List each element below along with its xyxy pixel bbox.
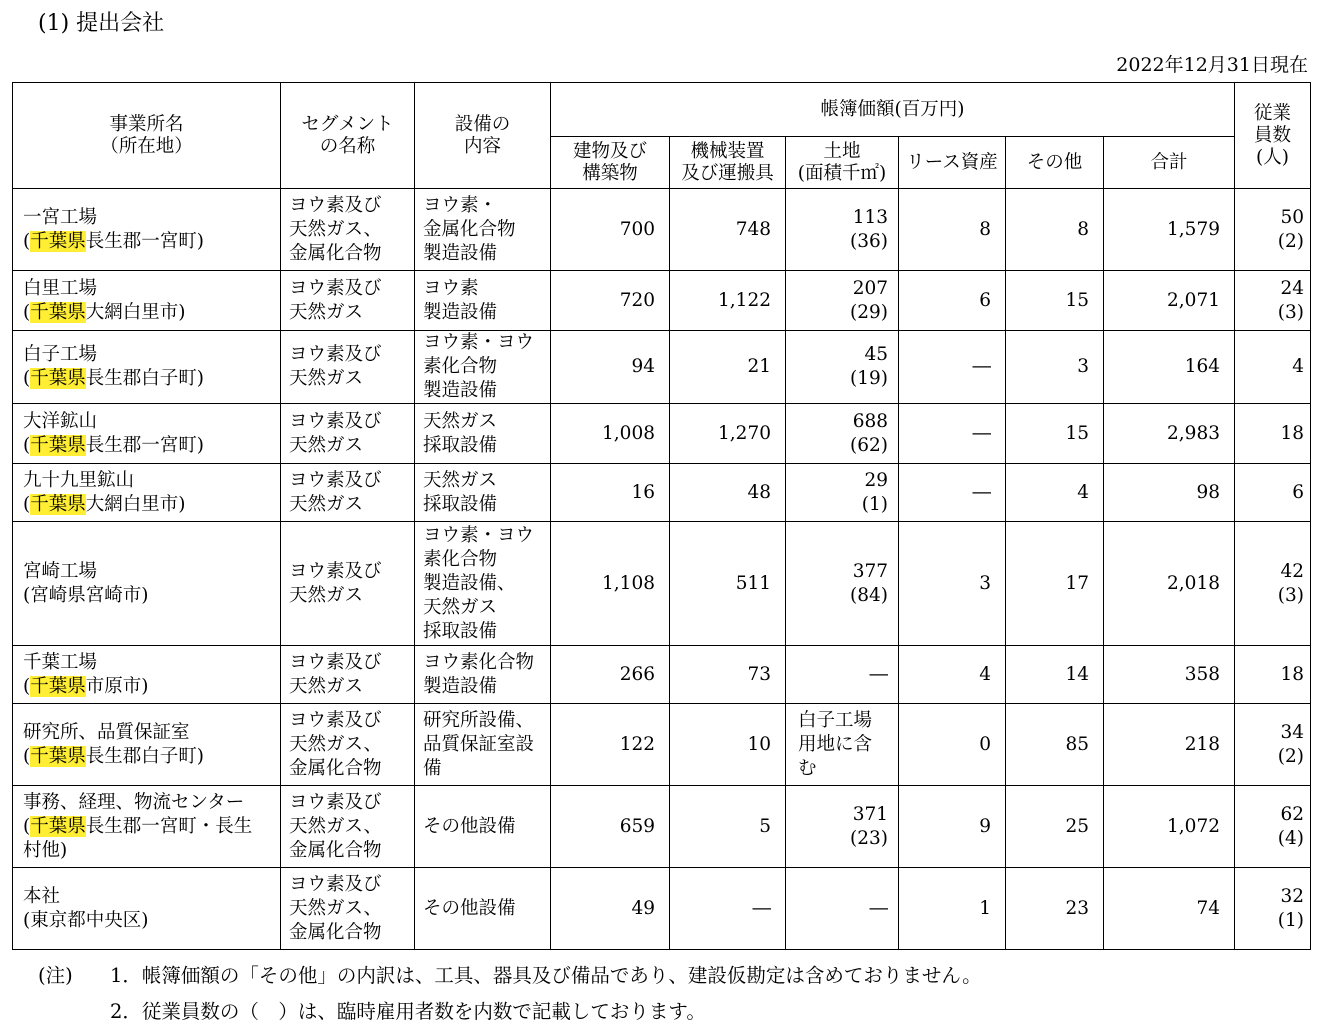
employees-value: 6 xyxy=(1235,464,1311,522)
other-value: 15 xyxy=(1006,271,1104,331)
table-row xyxy=(13,786,1311,868)
machinery-value: 748 xyxy=(670,189,786,271)
buildings-value: 659 xyxy=(551,786,670,868)
office-cell xyxy=(13,271,281,331)
other-value: 17 xyxy=(1006,522,1104,646)
segment-cell: ヨウ素及び 天然ガス xyxy=(281,271,415,331)
segment-cell: ヨウ素及び 天然ガス、 金属化合物 xyxy=(281,868,415,950)
lease-value: ― xyxy=(899,331,1006,404)
employees-value: 24 (3) xyxy=(1235,271,1311,331)
note-2: 2．従業員数の（ ）は、臨時雇用者数を内数で記載しております。 xyxy=(110,1000,706,1023)
office-name: 白子工場 xyxy=(23,344,98,365)
table-row xyxy=(13,271,1311,331)
employees-value: 4 xyxy=(1235,331,1311,404)
office-location: (千葉県長生郡白子町) xyxy=(23,745,204,767)
office-cell xyxy=(13,522,281,646)
header-machinery: 機械装置 及び運搬具 xyxy=(670,137,786,189)
land-value: ― xyxy=(786,646,899,704)
total-value: 358 xyxy=(1104,646,1235,704)
machinery-value: ― xyxy=(670,868,786,950)
machinery-value: 511 xyxy=(670,522,786,646)
total-value: 218 xyxy=(1104,704,1235,786)
office-cell xyxy=(13,868,281,950)
office-location: (東京都中央区) xyxy=(23,909,149,931)
highlighted-prefecture: 千葉県 xyxy=(30,745,86,767)
machinery-value: 48 xyxy=(670,464,786,522)
equipment-cell: その他設備 xyxy=(415,868,551,950)
equipment-cell: ヨウ素化合物 製造設備 xyxy=(415,646,551,704)
lease-value: 6 xyxy=(899,271,1006,331)
total-value: 1,072 xyxy=(1104,786,1235,868)
notes-label: (注) xyxy=(38,964,73,987)
buildings-value: 1,108 xyxy=(551,522,670,646)
table-row xyxy=(13,404,1311,464)
other-value: 8 xyxy=(1006,189,1104,271)
equipment-cell: ヨウ素 製造設備 xyxy=(415,271,551,331)
other-value: 23 xyxy=(1006,868,1104,950)
other-value: 3 xyxy=(1006,331,1104,404)
table-row xyxy=(13,868,1311,950)
equipment-cell: 天然ガス 採取設備 xyxy=(415,464,551,522)
note-1: 1．帳簿価額の「その他」の内訳は、工具、器具及び備品であり、建設仮勘定は含めておりません。 xyxy=(110,964,982,987)
total-value: 2,983 xyxy=(1104,404,1235,464)
total-value: 74 xyxy=(1104,868,1235,950)
office-location: (千葉県長生郡一宮町) xyxy=(23,230,204,252)
equipment-cell: 研究所設備、 品質保証室設 備 xyxy=(415,704,551,786)
highlighted-prefecture: 千葉県 xyxy=(30,815,86,837)
office-location: (千葉県大網白里市) xyxy=(23,493,186,515)
employees-value: 18 xyxy=(1235,404,1311,464)
buildings-value: 94 xyxy=(551,331,670,404)
employees-value: 42 (3) xyxy=(1235,522,1311,646)
segment-cell: ヨウ素及び 天然ガス、 金属化合物 xyxy=(281,704,415,786)
equipment-cell: ヨウ素・ヨウ 素化合物 製造設備、 天然ガス 採取設備 xyxy=(415,522,551,646)
lease-value: 0 xyxy=(899,704,1006,786)
office-name: 研究所、品質保証室 xyxy=(23,721,190,743)
buildings-value: 700 xyxy=(551,189,670,271)
segment-cell: ヨウ素及び 天然ガス xyxy=(281,464,415,522)
office-cell xyxy=(13,646,281,704)
segment-cell: ヨウ素及び 天然ガス xyxy=(281,331,415,404)
employees-value: 32 (1) xyxy=(1235,868,1311,950)
lease-value: 3 xyxy=(899,522,1006,646)
other-value: 25 xyxy=(1006,786,1104,868)
employees-value: 50 (2) xyxy=(1235,189,1311,271)
land-value: 688 (62) xyxy=(786,404,899,464)
land-value: 207 (29) xyxy=(786,271,899,331)
land-value: ― xyxy=(786,868,899,950)
header-equipment: 設備の 内容 xyxy=(415,83,551,189)
lease-value: 8 xyxy=(899,189,1006,271)
as-of-date: 2022年12月31日現在 xyxy=(1116,54,1308,76)
office-name: 一宮工場 xyxy=(23,206,98,228)
header-segment: セグメント の名称 xyxy=(281,83,415,189)
office-cell xyxy=(13,464,281,522)
total-value: 98 xyxy=(1104,464,1235,522)
facilities-table xyxy=(12,82,1311,950)
buildings-value: 16 xyxy=(551,464,670,522)
header-land: 土地 (面積千㎡) xyxy=(786,137,899,189)
employees-value: 62 (4) xyxy=(1235,786,1311,868)
office-name: 九十九里鉱山 xyxy=(23,469,135,491)
highlighted-prefecture: 千葉県 xyxy=(30,301,86,323)
buildings-value: 720 xyxy=(551,271,670,331)
header-office: 事業所名 （所在地） xyxy=(13,83,281,189)
lease-value: ― xyxy=(899,464,1006,522)
equipment-cell: ヨウ素・ヨウ 素化合物 製造設備 xyxy=(415,331,551,404)
segment-cell: ヨウ素及び 天然ガス xyxy=(281,522,415,646)
highlighted-prefecture: 千葉県 xyxy=(30,434,86,456)
office-location: (千葉県長生郡一宮町) xyxy=(23,434,204,456)
header-employees: 従業 員数 (人) xyxy=(1235,83,1311,189)
office-name: 白里工場 xyxy=(23,277,98,299)
segment-cell: ヨウ素及び 天然ガス、 金属化合物 xyxy=(281,786,415,868)
machinery-value: 1,122 xyxy=(670,271,786,331)
land-value: 377 (84) xyxy=(786,522,899,646)
office-cell xyxy=(13,704,281,786)
office-cell xyxy=(13,404,281,464)
machinery-value: 5 xyxy=(670,786,786,868)
header-other: その他 xyxy=(1006,137,1104,189)
segment-cell: ヨウ素及び 天然ガス xyxy=(281,404,415,464)
office-name: 千葉工場 xyxy=(23,651,98,673)
buildings-value: 49 xyxy=(551,868,670,950)
office-location: (千葉県長生郡一宮町・長生 xyxy=(23,815,253,837)
land-value: 371 (23) xyxy=(786,786,899,868)
equipment-cell: ヨウ素・ 金属化合物 製造設備 xyxy=(415,189,551,271)
land-value: 白子工場 用地に含 む xyxy=(786,704,899,786)
table-row xyxy=(13,464,1311,522)
land-value: 29 (1) xyxy=(786,464,899,522)
equipment-cell: 天然ガス 採取設備 xyxy=(415,404,551,464)
lease-value: ― xyxy=(899,404,1006,464)
total-value: 2,018 xyxy=(1104,522,1235,646)
highlighted-prefecture: 千葉県 xyxy=(30,368,86,389)
total-value: 1,579 xyxy=(1104,189,1235,271)
header-total: 合計 xyxy=(1104,137,1235,189)
highlighted-prefecture: 千葉県 xyxy=(30,675,86,697)
table-row xyxy=(13,189,1311,271)
other-value: 85 xyxy=(1006,704,1104,786)
office-location: (千葉県長生郡白子町) xyxy=(23,368,204,389)
office-name: 事務、経理、物流センター xyxy=(23,791,245,813)
buildings-value: 122 xyxy=(551,704,670,786)
lease-value: 1 xyxy=(899,868,1006,950)
header-buildings: 建物及び 構築物 xyxy=(551,137,670,189)
other-value: 14 xyxy=(1006,646,1104,704)
machinery-value: 21 xyxy=(670,331,786,404)
buildings-value: 266 xyxy=(551,646,670,704)
table-row xyxy=(13,646,1311,704)
highlighted-prefecture: 千葉県 xyxy=(30,230,86,252)
notes xyxy=(38,958,982,1030)
office-name: 大洋鉱山 xyxy=(23,410,98,432)
header-book-value: 帳簿価額(百万円) xyxy=(551,83,1235,137)
segment-cell: ヨウ素及び 天然ガス、 金属化合物 xyxy=(281,189,415,271)
table-row xyxy=(13,331,1311,404)
other-value: 4 xyxy=(1006,464,1104,522)
employees-value: 18 xyxy=(1235,646,1311,704)
office-location: (千葉県市原市) xyxy=(23,675,149,697)
lease-value: 4 xyxy=(899,646,1006,704)
office-location: (宮崎県宮崎市) xyxy=(23,584,149,606)
office-cell xyxy=(13,331,281,404)
total-value: 2,071 xyxy=(1104,271,1235,331)
table-row xyxy=(13,704,1311,786)
office-name: 本社 xyxy=(23,885,61,907)
section-heading: (1) 提出会社 xyxy=(38,11,165,36)
highlighted-prefecture: 千葉県 xyxy=(30,493,86,515)
office-cell: 事務、経理、物流センター (千葉県長生郡一宮町・長生 村他) xyxy=(13,786,281,868)
other-value: 15 xyxy=(1006,404,1104,464)
office-name: 宮崎工場 xyxy=(23,560,98,582)
land-value: 45 (19) xyxy=(786,331,899,404)
lease-value: 9 xyxy=(899,786,1006,868)
segment-cell: ヨウ素及び 天然ガス xyxy=(281,646,415,704)
employees-value: 34 (2) xyxy=(1235,704,1311,786)
machinery-value: 10 xyxy=(670,704,786,786)
table-row xyxy=(13,522,1311,646)
header-lease: リース資産 xyxy=(899,137,1006,189)
office-location: (千葉県大網白里市) xyxy=(23,301,186,323)
equipment-cell: その他設備 xyxy=(415,786,551,868)
land-value: 113 (36) xyxy=(786,189,899,271)
machinery-value: 1,270 xyxy=(670,404,786,464)
machinery-value: 73 xyxy=(670,646,786,704)
total-value: 164 xyxy=(1104,331,1235,404)
buildings-value: 1,008 xyxy=(551,404,670,464)
office-cell xyxy=(13,189,281,271)
